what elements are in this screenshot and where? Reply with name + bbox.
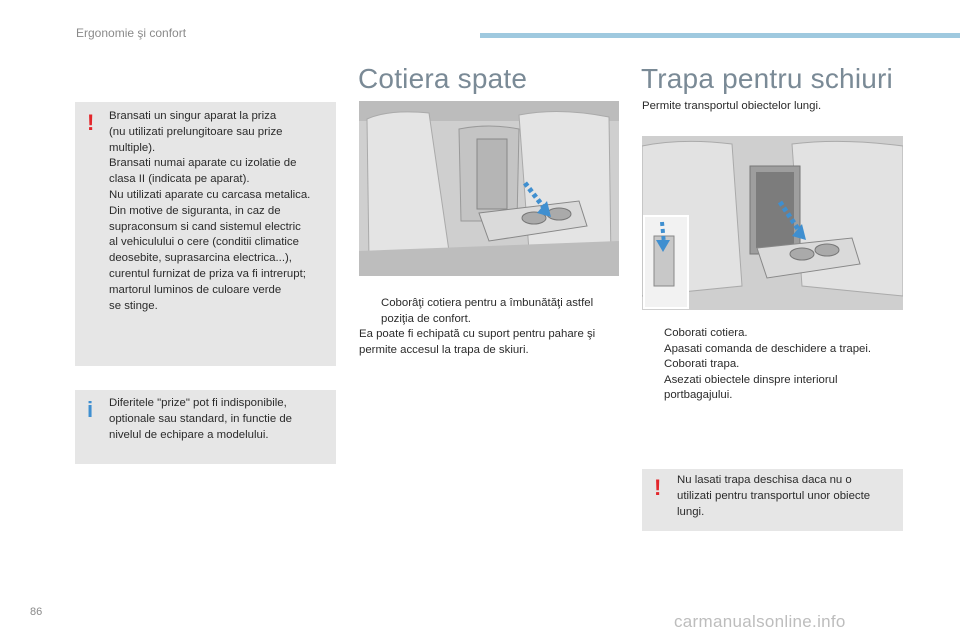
section-header: Ergonomie şi confort xyxy=(76,26,187,40)
warning-box-ski-hatch xyxy=(642,469,903,531)
warning-box-power xyxy=(75,102,336,366)
ski-hatch-step-text: Asezati obiectele dinspre interiorul portbagajului. xyxy=(664,373,838,401)
ski-hatch-step-text: Apasati comanda de deschidere a trapei. xyxy=(664,342,872,355)
armrest-title: Cotiera spate xyxy=(358,63,528,94)
ski-hatch-step xyxy=(642,373,904,404)
armrest-photo xyxy=(359,101,619,276)
armrest-step xyxy=(359,296,643,327)
header-accent-bar xyxy=(480,33,960,38)
watermark: carmanualsonline.info xyxy=(674,612,846,631)
ski-hatch-steps xyxy=(642,326,904,404)
ski-hatch-title: Trapa pentru schiuri xyxy=(641,63,893,94)
armrest-step-text: Coborâţi cotiera pentru a îmbunătăţi astfel poziţia de confort. xyxy=(381,297,594,325)
warning-text-power: Bransati un singur aparat la priza (nu utilizati prelungitoare sau prize multiple). Bransati numai aparate cu izolatie de clasa II (indicata pe aparat). Nu utilizati aparate cu carcasa metalica. Din motive de siguranta, in caz de supraconsum si cand sistemul electric al vehiculului o cere (conditii climatice deosebite, suprasarcina electrica...), curentul furnizat de priza va fi intrerupt; martorul luminos de culoare verde se stinge. xyxy=(109,110,311,312)
warning-text-ski-hatch: Nu lasati trapa deschisa daca nu o utilizati pentru transportul unor obiecte lungi. xyxy=(677,474,871,518)
ski-hatch-step xyxy=(642,342,904,358)
ski-hatch-step xyxy=(642,326,904,342)
exclamation-icon: ! xyxy=(87,110,95,135)
ski-hatch-step xyxy=(642,357,904,373)
armrest-note: Ea poate fi echipată cu suport pentru pahare şi permite accesul la trapa de skiuri. xyxy=(359,328,596,356)
info-text-sockets: Diferitele "prize" pot fi indisponibile, optionale sau standard, in functie de nivelul de echipare a modelului. xyxy=(109,397,293,441)
info-icon: i xyxy=(87,397,94,422)
exclamation-icon: ! xyxy=(654,475,662,500)
ski-hatch-illustration xyxy=(642,136,903,310)
ski-hatch-step-text: Coborati trapa. xyxy=(664,358,740,370)
rear-seat-armrest-illustration xyxy=(359,101,619,276)
ski-hatch-photo xyxy=(642,136,903,310)
info-box-sockets xyxy=(75,390,336,464)
ski-hatch-step-text: Coborati cotiera. xyxy=(664,327,748,339)
ski-hatch-intro: Permite transportul obiectelor lungi. xyxy=(642,100,822,112)
page-number: 86 xyxy=(30,606,43,618)
